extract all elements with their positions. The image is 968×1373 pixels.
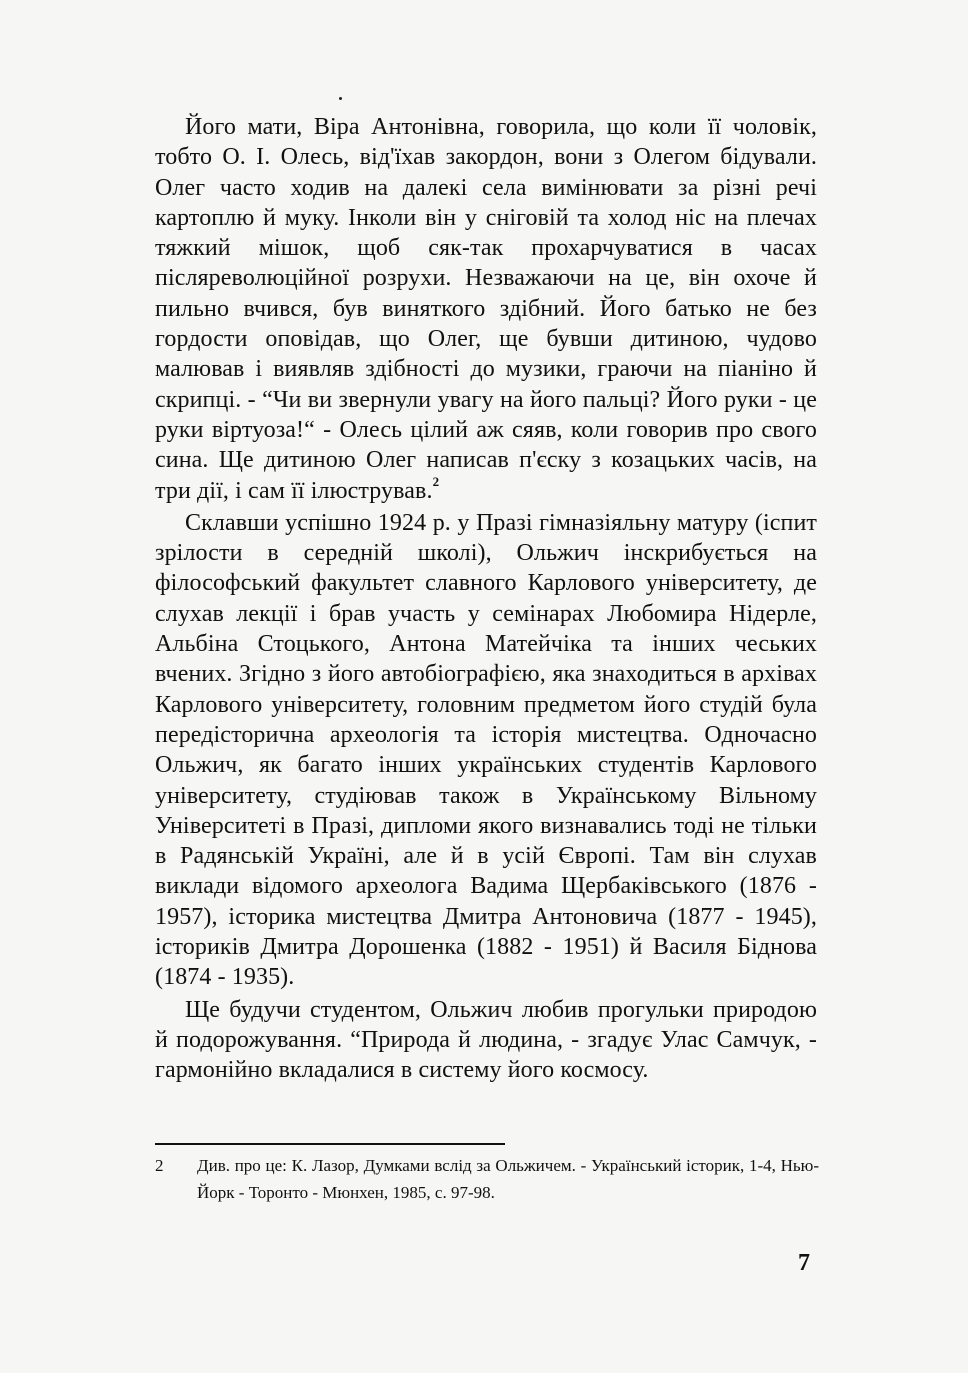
footnote-text: Див. про це: К. Лазор, Думками вслід за Ольжичем. - Український історик, 1-4, Нью-Йорк - Торонто - Мюнхен, 1985, с. 97-98. (197, 1156, 819, 1202)
footnote-reference: 2 (432, 473, 440, 489)
footnote (155, 1152, 819, 1206)
paragraph-1-text: Його мати, Віра Антонівна, говорила, що коли її чоловік, тобто О. І. Олесь, від'їхав закордон, вони з Олегом бідували. Олег часто ходив на далекі села вимінювати за різні речі картоплю й муку. Інколи він у сніговій та холод ніс на плечах тяжкий мішок, щоб сяк-так прохарчуватися в часах післяреволюційної розрухи. Незважаючи на це, він охоче й пильно вчився, був виняткого здібний. Його батько не без гордости оповідав, що Олег, ще бувши дитиною, чудово малював і виявляв здібності до музики, граючи на піаніно й скрипці. - “Чи ви звернули увагу на його пальці? Його руки - це руки віртуоза!“ - Олесь цілий аж сяяв, коли говорив про свого сина. Ще дитиною Олег написав п'єску з козацьких часів, на три дії, і сам її ілюстрував. (155, 114, 817, 504)
paragraph-3: Ще будучи студентом, Ольжич любив прогульки природою й подорожування. “Природа й людина, - згадує Улас Самчук, - гармонійно вкладалися в систему його космосу. (155, 996, 817, 1084)
footnote-number: 2 (155, 1156, 164, 1175)
page-number: 7 (798, 1250, 810, 1276)
paragraph-2: Склавши успішно 1924 р. у Празі гімназіяльну матуру (іспит зрілости в середній школі), Ольжич інскрибується на філософський факультет славного Карлового університету, де слухав лекції і брав участь у семінарах Любомира Нідерле, Альбіна Стоцького, Антона Матейчіка та інших чеських вчених. Згідно з його автобіографією, яка знаходиться в архівах Карлового університету, головним предметом його студій була передісторична археологія та історія мистецтва. Одночасно Ольжич, як багато інших українських студентів Карлового університету, студіював також в Українському Вільному Університеті в Празі, дипломи якого визнавались тоді не тільки в Радянській Україні, але й в усій Європі. Там він слухав виклади відомого археолога Вадима Щербаківського (1876 - 1957), історика мистецтва Дмитра Антоновича (1877 - 1945), істориків Дмитра Дорошенка (1882 - 1951) й Василя Біднова (1874 - 1935). (155, 509, 817, 991)
paragraph-1 (155, 112, 817, 506)
footnote-divider (155, 1143, 505, 1145)
main-text (155, 112, 817, 1086)
ink-speck (339, 97, 342, 100)
